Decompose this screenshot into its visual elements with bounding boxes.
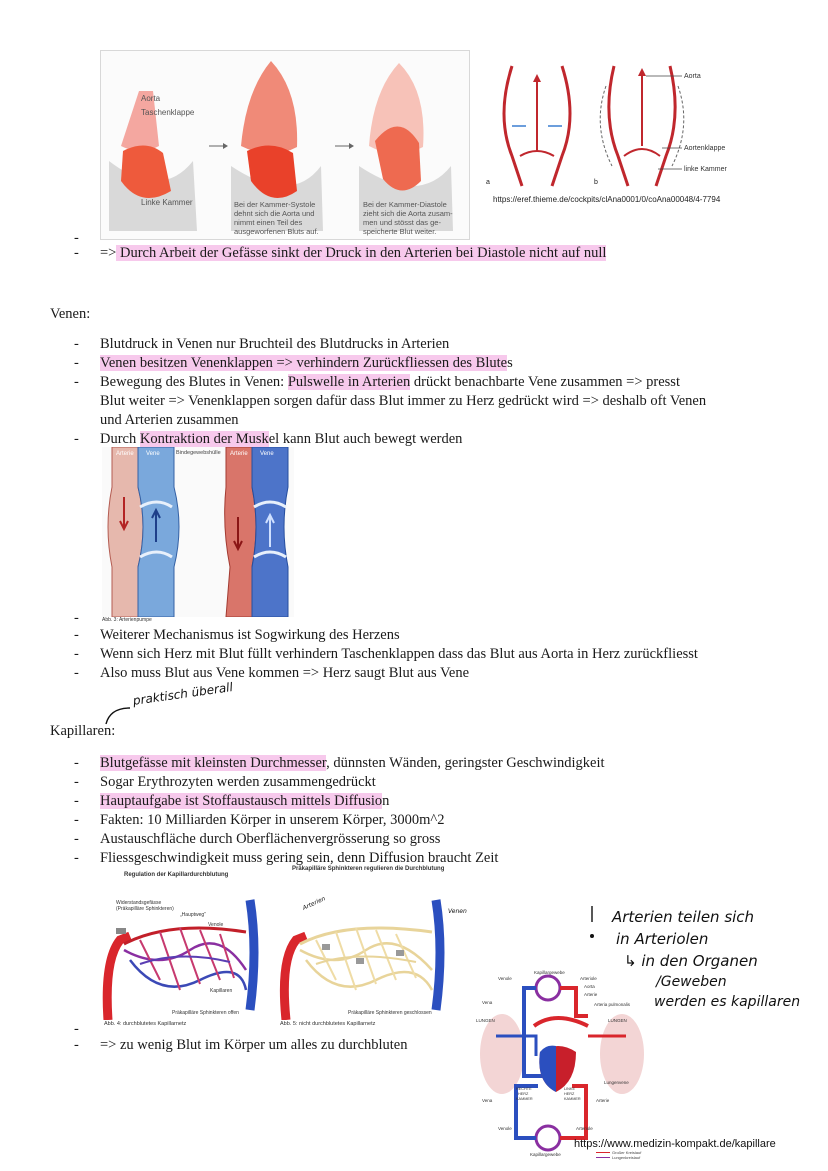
svg-text:Bei der Kammer-Systole: Bei der Kammer-Systole (234, 200, 316, 209)
legend-lungenkreislauf: Lungenkreislauf (596, 1155, 641, 1160)
handnote-line: in Arteriolen (616, 930, 709, 948)
handnote-line: ↳ in den Organen (624, 952, 758, 970)
label-praekapillaere-sphinkteren: (Präkapilläre Sphinkteren) (116, 906, 174, 912)
highlighted-text: Pulswelle in Arterien (287, 374, 411, 390)
label-vene-2: Vene (260, 451, 274, 457)
capillary-closed-svg (276, 880, 452, 1020)
label-arterie: Arterie (584, 992, 598, 997)
handnote-line: Arterien teilen sich (612, 908, 755, 926)
label-venole: Venole (208, 922, 224, 928)
arterienpumpe-svg (102, 447, 294, 617)
label-aorta: Aorta (584, 984, 595, 989)
source-thieme[interactable]: https://eref.thieme.de/cockpits/clAna0001/0/coAna00048/4-7794 (493, 195, 721, 204)
highlighted-text: Durch Arbeit der Gefässe sinkt der Druck in den Arterien bei Diastole nicht auf null (116, 245, 607, 261)
svg-text:speicherte Blut weiter.: speicherte Blut weiter. (363, 227, 437, 236)
windkessel-figure (482, 56, 758, 190)
highlighted-text: Hauptaufgabe ist Stoffaustausch mittels Diffusio (100, 793, 383, 809)
fig-mid-title: Präkapilläre Sphinkteren regulieren die Durchblutung (292, 866, 445, 872)
bullet-dash: - (74, 627, 79, 643)
list-item: Fakten: 10 Milliarden Körper in unserem Körper, 3000m^2 (100, 812, 445, 828)
list-item: Venen besitzen Venenklappen => verhindern Zurückfliessen des Blutes (100, 355, 513, 371)
label-arterie-lower: Arterie (596, 1098, 610, 1103)
svg-text:nimmt einen Teil des: nimmt einen Teil des (234, 218, 303, 227)
circulation-diagram (476, 966, 648, 1160)
svg-text:dehnt sich die Aorta und: dehnt sich die Aorta und (234, 209, 315, 218)
highlighted-text: Kontraktion der Musk (139, 431, 269, 447)
bullet-dash: - (74, 355, 79, 371)
label-taschenklappe: Taschenklappe (141, 108, 195, 117)
label-a: a (486, 179, 490, 186)
list-item: Wenn sich Herz mit Blut füllt verhindern Taschenklappen dass das Blut aus Aorta in Herz zurückfliesst (100, 646, 698, 662)
svg-text:zieht sich die Aorta zusam-: zieht sich die Aorta zusam- (363, 209, 453, 218)
bullet-dash: - (74, 245, 79, 261)
bullet-dash: - (74, 431, 79, 447)
handnote-arterien-small: Arterien (301, 895, 327, 912)
bullet-dash: - (74, 831, 79, 847)
label-linkes-herz (564, 1087, 581, 1101)
windkessel-svg (482, 56, 758, 190)
caption-abb4: Abb. 4: durchblutetes Kapillarnetz (104, 1021, 187, 1027)
bullet-dash: - (74, 1021, 79, 1037)
label-linke-kammer: Linke Kammer (141, 198, 193, 207)
fig-left-title: Regulation der Kapillardurchblutung (124, 872, 229, 878)
label-aorta-b: Aorta (684, 73, 701, 80)
label-vene: Vene (146, 451, 160, 457)
label-aorta: Aorta (141, 94, 161, 103)
list-item: Blutgefässe mit kleinsten Durchmesser, dünnsten Wänden, geringster Geschwindigkeit (100, 755, 605, 771)
highlighted-text: Blutgefässe mit kleinsten Durchmesser (100, 755, 327, 771)
list-item: Fliessgeschwindigkeit muss gering sein, denn Diffusion braucht Zeit (100, 850, 499, 866)
list-item: Austauschfläche durch Oberflächenvergrösserung so gross (100, 831, 441, 847)
label-b: b (594, 179, 598, 186)
bullet-dash: - (74, 610, 79, 626)
list-item: Also muss Blut aus Vene kommen => Herz saugt Blut aus Vene (100, 665, 470, 681)
list-item: => zu wenig Blut im Körper um alles zu durchbluten (100, 1037, 408, 1053)
label-arteriole: Arteriole (580, 976, 597, 981)
circulation-svg (476, 966, 648, 1160)
list-item: Hauptaufgabe ist Stoffaustausch mittels Diffusion (100, 793, 390, 809)
list-item: Durch Kontraktion der Muskel kann Blut auch bewegt werden (100, 431, 463, 447)
bullet-dash: - (74, 646, 79, 662)
label-kapillargewebe-lower: Kapillargewebe (530, 1152, 561, 1157)
heading-kapillaren: Kapillaren: (50, 723, 116, 739)
svg-text:men und stösst das ge-: men und stösst das ge- (363, 218, 441, 227)
handnote-bullet (588, 904, 598, 944)
label-sphinkteren-offen: Präkapilläre Sphinkteren offen (172, 1010, 239, 1016)
handnote-line: werden es kapillaren (654, 994, 801, 1010)
label-venole: Venole (498, 976, 512, 981)
heading-venen: Venen: (50, 306, 91, 322)
label-lungenvene: Lungenvene (604, 1080, 629, 1085)
label-aortenklappe: Aortenklappe (684, 145, 726, 152)
label-hauptweg: „Hauptweg“ (180, 912, 206, 918)
svg-text:RECHTE: RECHTE (516, 1087, 532, 1091)
handnote-praktisch: praktisch überall (132, 679, 234, 708)
bullet-dash: - (74, 665, 79, 681)
label-vena-lower: Vena (482, 1098, 493, 1103)
bullet-dash: - (74, 336, 79, 352)
svg-text:HERZ: HERZ (518, 1092, 529, 1096)
label-kapillaren: Kapillaren (210, 988, 233, 994)
label-venole-lower: Venole (498, 1126, 512, 1131)
capillary-figure-closed (276, 880, 452, 1020)
list-item: Sogar Erythrozyten werden zusammengedrückt (100, 774, 376, 790)
label-vena: Vena (482, 1000, 493, 1005)
bullet-dash: - (74, 812, 79, 828)
list-item: Blutdruck in Venen nur Bruchteil des Blutdrucks in Arterien (100, 336, 450, 352)
caption-arterienpumpe: Abb. 3: Arterienpumpe (102, 617, 152, 623)
label-arterie-2: Arterie (230, 451, 248, 457)
svg-text:LINKE: LINKE (564, 1087, 575, 1091)
label-widerstandsgefaesse: Widerstandsgefässe (116, 900, 162, 906)
label-arterie: Arterie (116, 451, 134, 457)
list-item: => Durch Arbeit der Gefässe sinkt der Druck in den Arterien bei Diastole nicht auf null (100, 245, 607, 261)
caption-abb5: Abb. 5: nicht durchblutetes Kapillarnetz (280, 1021, 376, 1027)
label-lungen-left: LUNGEN (476, 1018, 495, 1023)
svg-text:HERZ: HERZ (564, 1092, 575, 1096)
svg-text:Bei der Kammer-Diastole: Bei der Kammer-Diastole (363, 200, 447, 209)
list-item-continued: Blut weiter => Venenklappen sorgen dafür dass Blut immer zu Herz gedrückt wird => deshalb oft Venen (100, 393, 707, 409)
capillary-open-svg (100, 880, 268, 1020)
label-sphinkteren-geschlossen: Präkapilläre Sphinkteren geschlossen (348, 1010, 432, 1016)
bullet-dash: - (74, 1037, 79, 1053)
label-kapillargewebe: Kapillargewebe (534, 970, 565, 975)
handnote-line: /Geweben (656, 974, 727, 990)
bullet-dash: - (74, 374, 79, 390)
aorta-figure-svg (101, 51, 469, 239)
list-item: Bewegung des Blutes in Venen: Pulswelle in Arterien drückt benachbarte Vene zusammen => presst (100, 374, 680, 390)
bullet-dash: - (74, 793, 79, 809)
bullet-dash: - (74, 774, 79, 790)
highlighted-text: Venen besitzen Venenklappen => verhindern Zurückfliessen des Blute (100, 355, 508, 371)
aorta-figure (100, 50, 470, 240)
circulation-legend (596, 1150, 641, 1160)
label-linke-kammer-b: linke Kammer (684, 166, 727, 173)
source-medizin-kompakt[interactable]: https://www.medizin-kompakt.de/kapillare (574, 1138, 776, 1150)
label-arteriole-lower: Arteriole (576, 1126, 593, 1131)
list-item-continued: und Arterien zusammen (100, 412, 239, 428)
label-lungen-right: LUNGEN (608, 1018, 627, 1023)
capillary-figure-open (100, 880, 268, 1020)
legend-grosser-kreislauf: Großer Kreislauf (596, 1150, 641, 1155)
arterienpumpe-figure (102, 447, 294, 617)
list-item: Weiterer Mechanismus ist Sogwirkung des Herzens (100, 627, 400, 643)
label-arteria-pulmonalis: Arteria pulmonalis (594, 1002, 631, 1007)
handnote-venen-small: Venen (448, 908, 467, 915)
bullet-dash: - (74, 755, 79, 771)
label-rechtes-herz (516, 1087, 533, 1101)
svg-text:ausgeworfenen Bluts auf.: ausgeworfenen Bluts auf. (234, 227, 319, 236)
label-bindegewebshuelle: Bindegewebshülle (176, 450, 221, 456)
svg-text:KAMMER: KAMMER (564, 1097, 581, 1101)
bullet-dash: - (74, 850, 79, 866)
bullet-dash: - (74, 230, 79, 246)
svg-text:KAMMER: KAMMER (516, 1097, 533, 1101)
